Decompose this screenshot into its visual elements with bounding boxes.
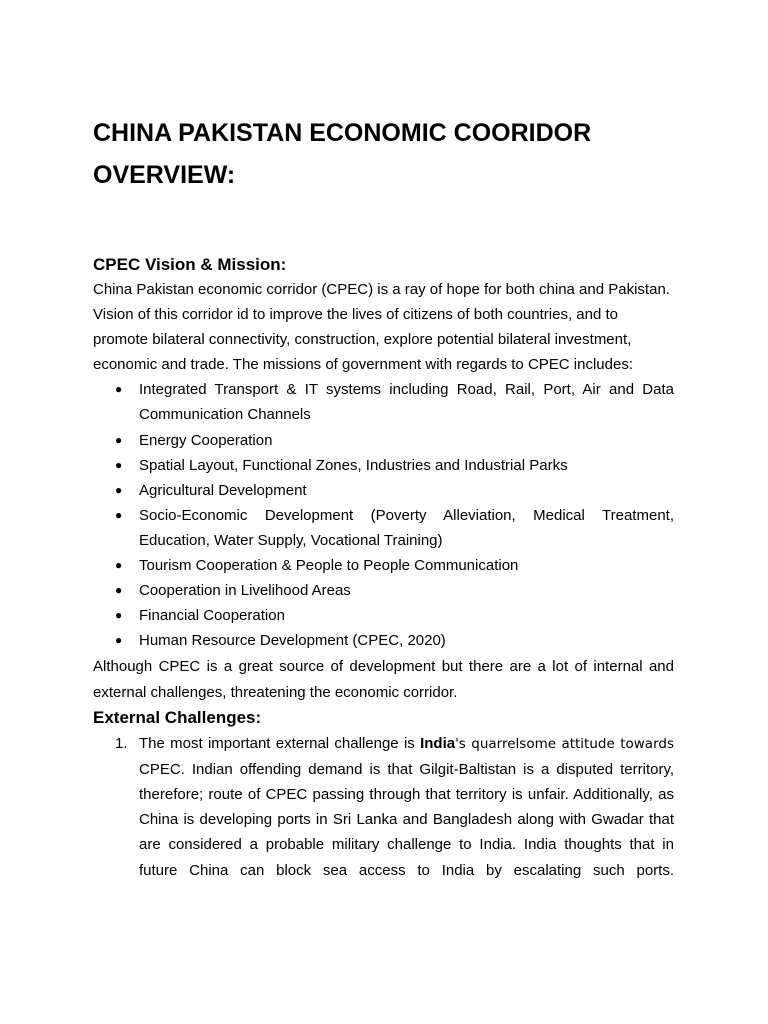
list-item-text-alt-font: 's quarrelsome attitude towards	[455, 735, 674, 752]
list-item	[93, 628, 674, 653]
list-item	[93, 603, 674, 628]
bullet-icon: ●	[115, 507, 123, 522]
list-item-text-lead: The most important external challenge is	[139, 734, 421, 752]
list-item	[93, 478, 674, 503]
bullet-icon: ●	[115, 583, 123, 598]
list-item	[93, 453, 674, 478]
bullet-icon: ●	[115, 382, 123, 397]
list-item-text-bold: India	[420, 734, 456, 752]
list-item-text: Human Resource Development (CPEC, 2020)	[139, 632, 446, 650]
vision-mission-heading: CPEC Vision & Mission:	[93, 255, 287, 274]
list-item-text: Socio-Economic Development (Poverty Alleviation, Medical Treatment, Education, Water Supply, Vocational Training)	[139, 506, 674, 549]
bullet-icon: ●	[115, 457, 123, 472]
vision-paragraph: China Pakistan economic corridor (CPEC) is a ray of hope for both china and Pakistan. Vision of this corridor id to improve the lives of citizens of both countries, and to promote bilateral connectivity, construction, explore potential bilateral investment, economic and trade. The missions of government with regards to CPEC includes:	[93, 281, 670, 374]
list-item-text: Agricultural Development	[139, 481, 307, 499]
list-item	[93, 503, 674, 553]
external-challenges-list	[93, 731, 674, 883]
list-item-text: Spatial Layout, Functional Zones, Industries and Industrial Parks	[139, 456, 568, 474]
missions-list	[93, 377, 674, 653]
list-item-text: Financial Cooperation	[139, 607, 285, 625]
document-title-line-2: OVERVIEW:	[93, 161, 236, 189]
list-item-text: Tourism Cooperation & People to People Communication	[139, 557, 519, 575]
document-title-line-1: CHINA PAKISTAN ECONOMIC COORIDOR	[93, 119, 592, 147]
list-item-text-rest: CPEC. Indian offending demand is that Gilgit-Baltistan is a disputed territory, therefore; route of CPEC passing through that territory is unfair. Additionally, as China is developing ports in Sri Lanka and Bangladesh along with Gwadar that are considered a probable military challenge to India. India thoughts that in future China can block sea access to India by escalating such ports.	[139, 760, 674, 879]
list-item	[93, 731, 674, 883]
list-item-text: Cooperation in Livelihood Areas	[139, 582, 351, 600]
bullet-icon: ●	[115, 432, 123, 447]
external-challenges-heading: External Challenges:	[93, 707, 262, 727]
list-item	[93, 428, 674, 453]
list-item	[93, 553, 674, 578]
list-item	[93, 377, 674, 427]
list-item	[93, 578, 674, 603]
bullet-icon: ●	[115, 633, 123, 648]
bullet-icon: ●	[115, 482, 123, 497]
list-item-text: Integrated Transport & IT systems including Road, Rail, Port, Air and Data Communication Channels	[139, 381, 674, 424]
challenges-intro-paragraph: Although CPEC is a great source of development but there are a lot of internal and external challenges, threatening the economic corridor.	[93, 658, 674, 701]
bullet-icon: ●	[115, 608, 123, 623]
document-title	[93, 112, 674, 196]
list-item-number: 1.	[115, 734, 128, 752]
list-item-text: Energy Cooperation	[139, 431, 273, 449]
bullet-icon: ●	[115, 558, 123, 573]
